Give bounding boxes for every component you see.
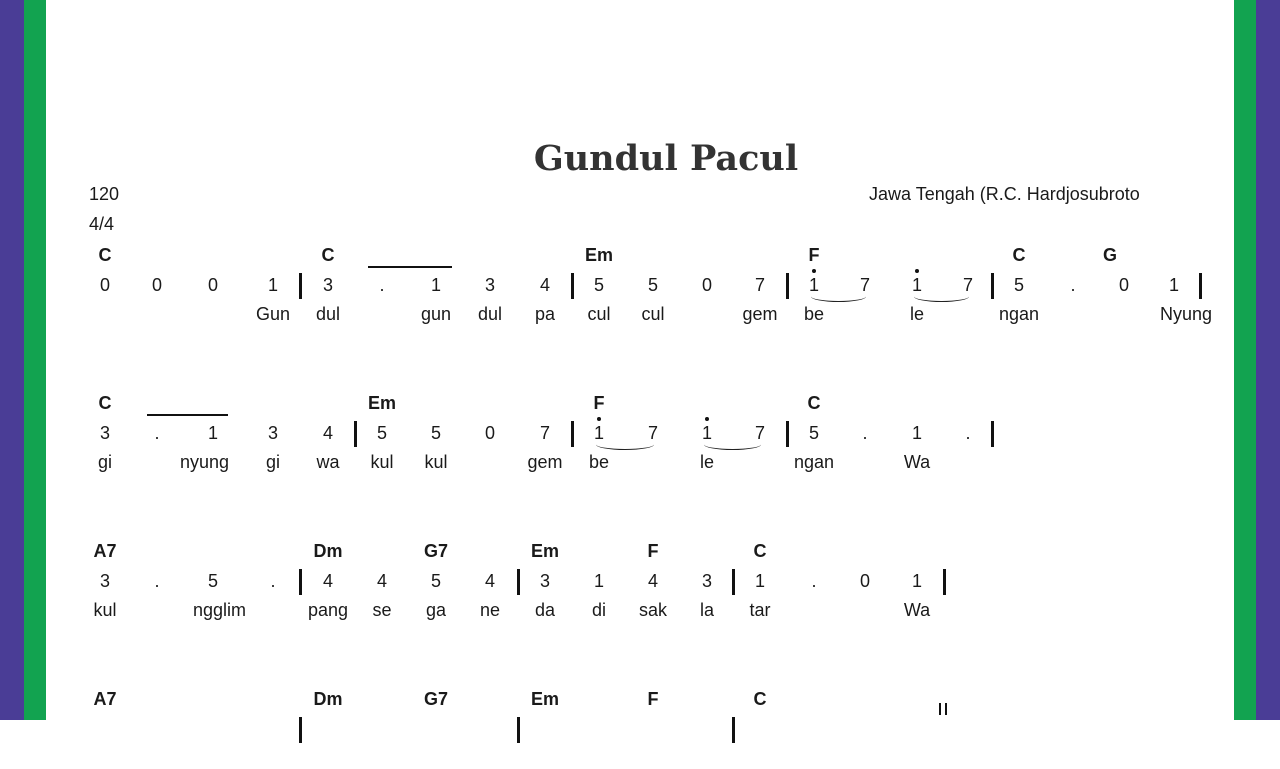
lyric-symbol: gem bbox=[742, 304, 778, 324]
note-symbol: . bbox=[862, 423, 868, 443]
lyric-symbol: gem bbox=[527, 452, 563, 472]
beam-line bbox=[368, 266, 452, 268]
lyric-symbol: pang bbox=[308, 600, 349, 620]
note-symbol: 5 bbox=[808, 423, 819, 443]
note-symbol: 1 bbox=[754, 571, 765, 591]
note-symbol: 1 bbox=[808, 275, 819, 295]
notation-line-2 bbox=[0, 393, 1280, 473]
note-symbol: 5 bbox=[430, 571, 441, 591]
note-symbol: 1 bbox=[593, 423, 604, 443]
note-symbol: 1 bbox=[911, 571, 922, 591]
note-symbol: 1 bbox=[1168, 275, 1179, 295]
chord-symbol: A7 bbox=[93, 689, 117, 709]
chord-symbol: F bbox=[593, 393, 605, 413]
note-symbol: 1 bbox=[911, 275, 922, 295]
note-symbol: 5 bbox=[647, 275, 658, 295]
chord-symbol: C bbox=[753, 689, 767, 709]
lyric-symbol: nyung bbox=[180, 452, 230, 472]
notation-line-1 bbox=[0, 245, 1280, 325]
note-symbol: 0 bbox=[207, 275, 218, 295]
bar-line bbox=[732, 569, 735, 595]
lyric-symbol: cul bbox=[587, 304, 611, 324]
lyric-symbol: se bbox=[372, 600, 392, 620]
high-octave-dot bbox=[597, 417, 601, 421]
lyric-symbol: ngglim bbox=[193, 600, 247, 620]
high-octave-dot bbox=[915, 269, 919, 273]
note-symbol: 1 bbox=[207, 423, 218, 443]
notation-line-4 bbox=[0, 689, 1280, 769]
lyric-symbol: cul bbox=[641, 304, 665, 324]
bar-line bbox=[786, 273, 789, 299]
lyric-symbol: ga bbox=[425, 600, 447, 620]
note-symbol: . bbox=[154, 571, 160, 591]
note-symbol: 5 bbox=[593, 275, 604, 295]
slur-arc bbox=[811, 291, 866, 302]
bar-line bbox=[943, 569, 946, 595]
note-symbol: 7 bbox=[539, 423, 550, 443]
note-symbol: . bbox=[154, 423, 160, 443]
bar-line bbox=[517, 717, 520, 743]
lyric-symbol: kul bbox=[370, 452, 394, 472]
lyric-symbol: tar bbox=[749, 600, 771, 620]
bar-line bbox=[991, 273, 994, 299]
chord-symbol: Em bbox=[584, 245, 613, 265]
note-symbol: . bbox=[965, 423, 971, 443]
lyric-symbol: ne bbox=[479, 600, 501, 620]
note-symbol: 3 bbox=[539, 571, 550, 591]
chord-symbol: F bbox=[647, 689, 659, 709]
lyric-symbol: kul bbox=[93, 600, 117, 620]
note-symbol: 0 bbox=[484, 423, 495, 443]
lyric-symbol: be bbox=[588, 452, 610, 472]
bar-line bbox=[299, 717, 302, 743]
note-symbol: 5 bbox=[1013, 275, 1024, 295]
slur-arc bbox=[914, 291, 969, 302]
lyric-symbol: wa bbox=[316, 452, 340, 472]
note-symbol: . bbox=[811, 571, 817, 591]
note-symbol: 5 bbox=[376, 423, 387, 443]
note-symbol: 1 bbox=[267, 275, 278, 295]
note-symbol: 3 bbox=[99, 423, 110, 443]
lyric-symbol: la bbox=[699, 600, 714, 620]
chord-symbol: G7 bbox=[423, 689, 448, 709]
bar-line bbox=[299, 569, 302, 595]
note-symbol: 5 bbox=[207, 571, 218, 591]
bar-line bbox=[299, 273, 302, 299]
chord-symbol: C bbox=[807, 393, 821, 413]
slur-arc bbox=[704, 439, 761, 450]
bar-line bbox=[517, 569, 520, 595]
note-symbol: 3 bbox=[322, 275, 333, 295]
lyric-symbol: kul bbox=[424, 452, 448, 472]
high-octave-dot bbox=[705, 417, 709, 421]
note-symbol: 1 bbox=[430, 275, 441, 295]
chord-symbol: Em bbox=[367, 393, 396, 413]
chord-symbol: G7 bbox=[423, 541, 448, 561]
lyric-symbol: dul bbox=[477, 304, 503, 324]
chord-symbol: C bbox=[98, 393, 112, 413]
note-symbol: 0 bbox=[99, 275, 110, 295]
bar-line bbox=[354, 421, 357, 447]
chord-symbol: F bbox=[808, 245, 820, 265]
chord-symbol: C bbox=[1012, 245, 1026, 265]
lyric-symbol: Wa bbox=[903, 600, 931, 620]
chord-symbol: Dm bbox=[313, 689, 343, 709]
slur-arc bbox=[596, 439, 654, 450]
composer-credit: Jawa Tengah (R.C. Hardjosubroto bbox=[869, 184, 1140, 204]
note-symbol: 7 bbox=[754, 275, 765, 295]
lyric-symbol: gi bbox=[265, 452, 280, 472]
bar-line bbox=[786, 421, 789, 447]
note-symbol: 5 bbox=[430, 423, 441, 443]
high-octave-dot bbox=[812, 269, 816, 273]
bar-line bbox=[991, 421, 994, 447]
tempo-marking: 120 bbox=[89, 184, 120, 204]
notation-line-3 bbox=[0, 541, 1280, 621]
lyric-symbol: ngan bbox=[999, 304, 1040, 324]
lyric-symbol: Nyung bbox=[1160, 304, 1213, 324]
chord-symbol: G bbox=[1102, 245, 1117, 265]
bar-line bbox=[571, 273, 574, 299]
chord-symbol: C bbox=[753, 541, 767, 561]
lyric-symbol: le bbox=[909, 304, 924, 324]
note-symbol: 4 bbox=[539, 275, 550, 295]
note-symbol: . bbox=[1070, 275, 1076, 295]
final-bar-line bbox=[939, 703, 941, 715]
note-symbol: 4 bbox=[322, 571, 333, 591]
note-symbol: 3 bbox=[701, 571, 712, 591]
note-symbol: 1 bbox=[701, 423, 712, 443]
note-symbol: 4 bbox=[484, 571, 495, 591]
bar-line bbox=[732, 717, 735, 743]
bar-line bbox=[571, 421, 574, 447]
chord-symbol: A7 bbox=[93, 541, 117, 561]
chord-symbol: F bbox=[647, 541, 659, 561]
note-symbol: 7 bbox=[859, 275, 870, 295]
note-symbol: 0 bbox=[701, 275, 712, 295]
chord-symbol: C bbox=[98, 245, 112, 265]
lyric-symbol: gun bbox=[420, 304, 452, 324]
lyric-symbol: ngan bbox=[794, 452, 835, 472]
lyric-symbol: gi bbox=[97, 452, 112, 472]
note-symbol: 3 bbox=[99, 571, 110, 591]
song-title: Gundul Pacul bbox=[533, 138, 799, 179]
bar-line bbox=[1199, 273, 1202, 299]
note-symbol: 0 bbox=[1118, 275, 1129, 295]
chord-symbol: Em bbox=[530, 689, 559, 709]
lyric-symbol: sak bbox=[638, 600, 667, 620]
note-symbol: 4 bbox=[322, 423, 333, 443]
note-symbol: 0 bbox=[859, 571, 870, 591]
lyric-symbol: le bbox=[699, 452, 714, 472]
note-symbol: 7 bbox=[754, 423, 765, 443]
lyric-symbol: be bbox=[803, 304, 825, 324]
chord-symbol: C bbox=[321, 245, 335, 265]
beam-line bbox=[147, 414, 228, 416]
lyric-symbol: Gun bbox=[255, 304, 291, 324]
note-symbol: 7 bbox=[962, 275, 973, 295]
final-bar-line bbox=[945, 703, 947, 715]
note-symbol: 1 bbox=[593, 571, 604, 591]
time-signature: 4/4 bbox=[89, 214, 115, 234]
note-symbol: 3 bbox=[267, 423, 278, 443]
note-symbol: . bbox=[379, 275, 385, 295]
note-symbol: 3 bbox=[484, 275, 495, 295]
note-symbol: 1 bbox=[911, 423, 922, 443]
note-symbol: 7 bbox=[647, 423, 658, 443]
lyric-symbol: Wa bbox=[903, 452, 931, 472]
lyric-symbol: da bbox=[534, 600, 556, 620]
note-symbol: 4 bbox=[647, 571, 658, 591]
lyric-symbol: dul bbox=[315, 304, 341, 324]
chord-symbol: Em bbox=[530, 541, 559, 561]
chord-symbol: Dm bbox=[313, 541, 343, 561]
note-symbol: . bbox=[270, 571, 276, 591]
lyric-symbol: pa bbox=[534, 304, 556, 324]
lyric-symbol: di bbox=[591, 600, 606, 620]
note-symbol: 4 bbox=[376, 571, 387, 591]
note-symbol: 0 bbox=[151, 275, 162, 295]
